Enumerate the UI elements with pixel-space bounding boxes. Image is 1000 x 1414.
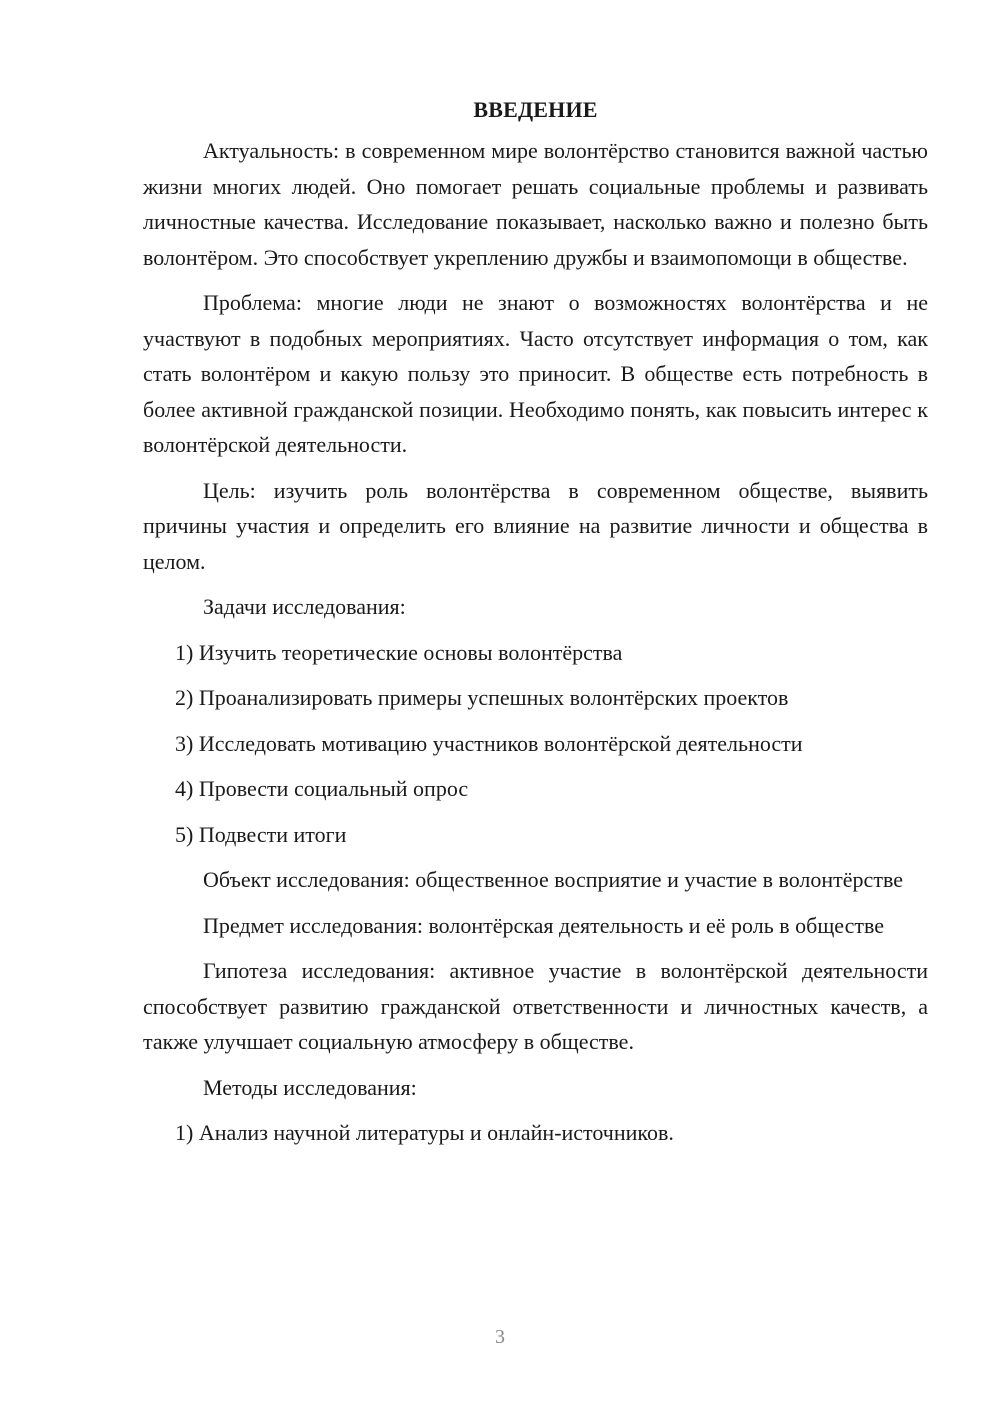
methods-label: Методы исследования: [203,1074,417,1100]
list-item: 5) Подвести итоги [175,821,347,847]
page-content [143,95,928,1161]
relevance-paragraph: Актуальность: в современном мире волонтёрство становится важной частью жизни многих людей. Оно помогает решать социальные проблемы и развивать личностные качества. Исследование показывает, насколько важно и полезно быть волонтёром. Это способствует укреплению дружбы и взаимопомощи в обществе. [143,138,928,270]
goal-paragraph: Цель: изучить роль волонтёрства в современном обществе, выявить причины участия и определить его влияние на развитие личности и общества в целом. [143,477,928,574]
problem-paragraph: Проблема: многие люди не знают о возможностях волонтёрства и не участвуют в подобных мероприятиях. Часто отсутствует информация о том, как стать волонтёром и какую пользу это приносит. В обществе есть потребность в более активной гражданской позиции. Необходимо понять, как повысить интерес к волонтёрской деятельности. [143,290,928,457]
hypothesis-paragraph: Гипотеза исследования: активное участие в волонтёрской деятельности способствует развитию гражданской ответственности и личностных качеств, а также улучшает социальную атмосферу в обществе. [143,958,928,1054]
page-number: 3 [495,1326,505,1348]
list-item: 2) Проанализировать примеры успешных волонтёрских проектов [175,685,789,710]
tasks-label: Задачи исследования: [203,594,406,619]
list-item: 1) Анализ научной литературы и онлайн-источников. [175,1120,674,1145]
subject-paragraph: Предмет исследования: волонтёрская деятельность и её роль в обществе [203,912,884,938]
list-item: 3) Исследовать мотивацию участников волонтёрской деятельности [175,730,803,756]
tasks-list [143,635,928,853]
methods-list [143,1115,928,1151]
object-paragraph: Объект исследования: общественное восприятие и участие в волонтёрстве [203,867,903,892]
section-title: ВВЕДЕНИЕ [473,97,598,122]
list-item: 4) Провести социальный опрос [175,776,469,801]
list-item: 1) Изучить теоретические основы волонтёрства [175,639,623,665]
